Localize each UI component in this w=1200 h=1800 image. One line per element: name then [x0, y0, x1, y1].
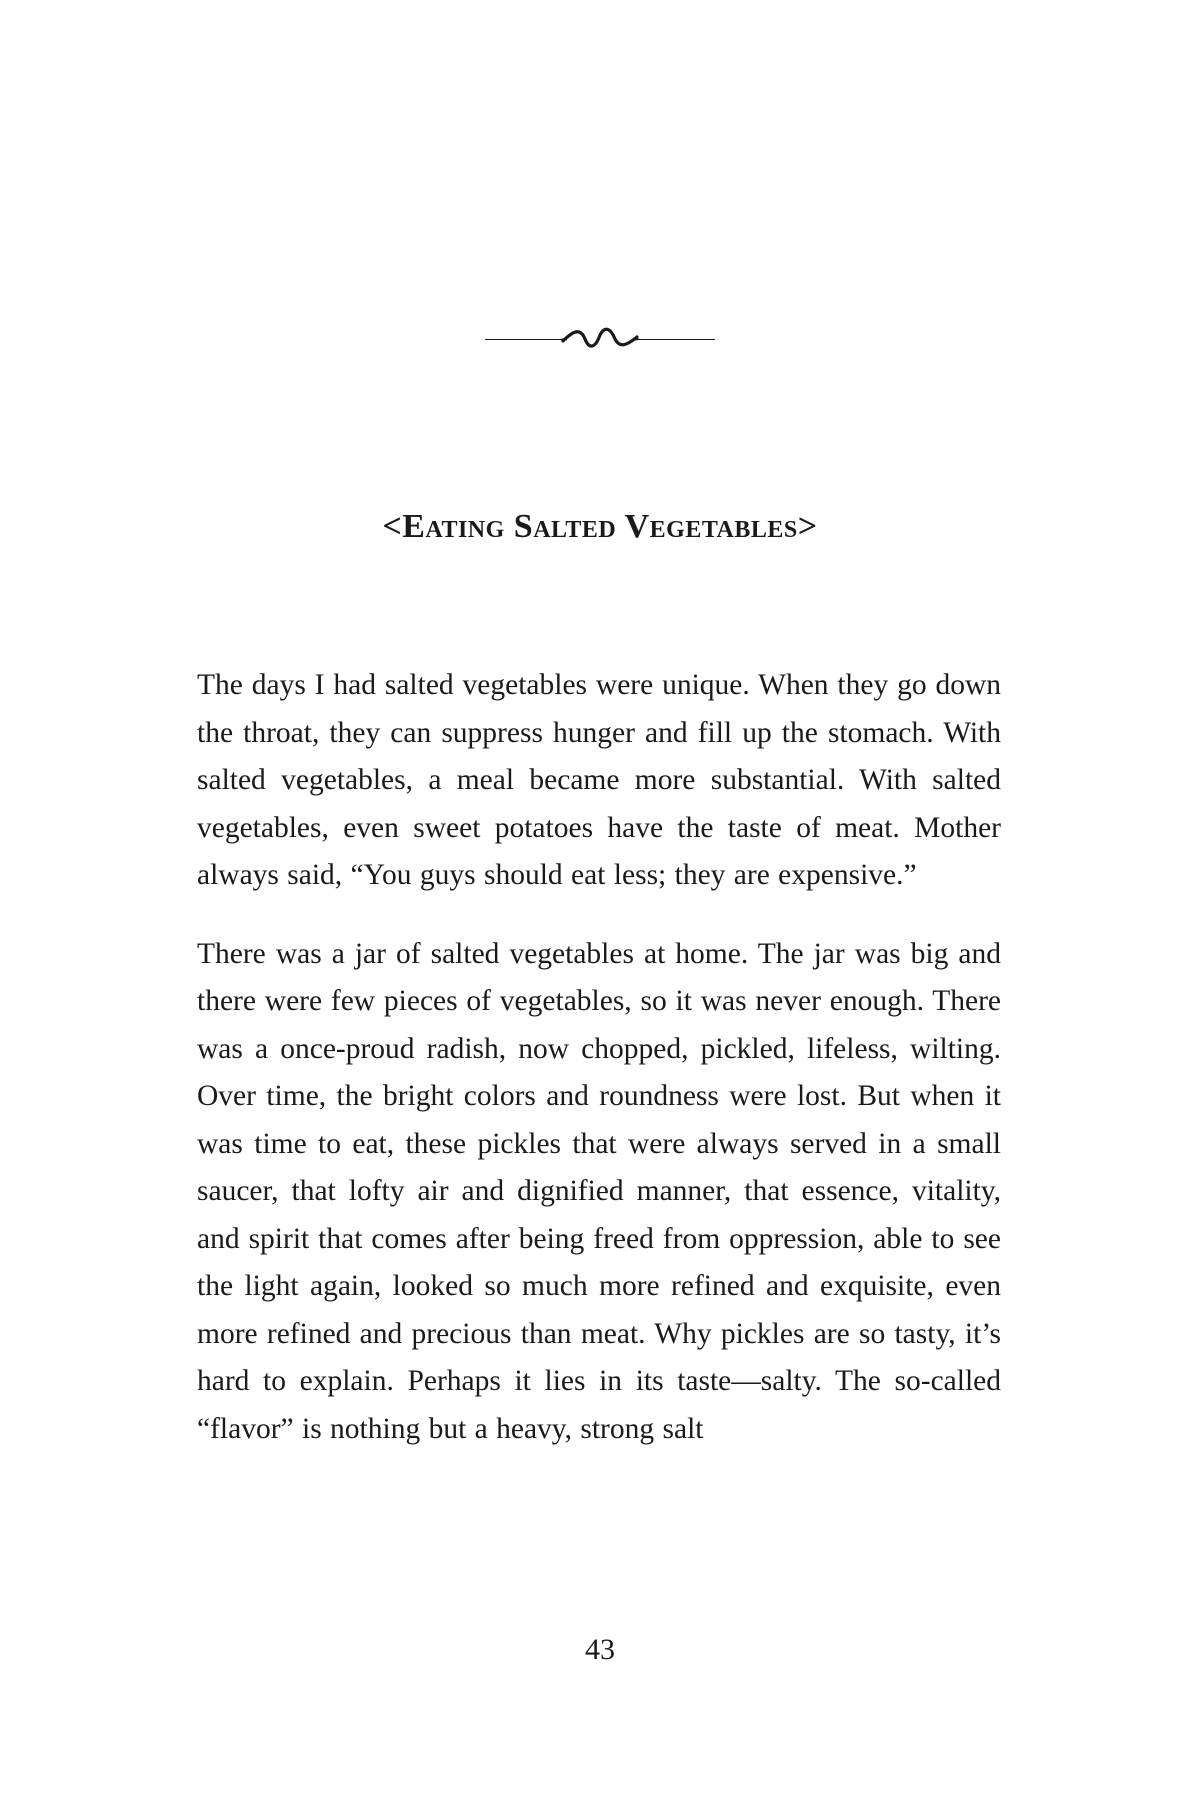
flourish-divider-icon: [485, 327, 715, 349]
paragraph: The days I had salted vegetables were unique. When they go down the throat, they can suppress hunger and fill up the stomach. With salted vegetables, a meal became more substantial. With salted vegetables, even sweet potatoes have the taste of meat. Mother always said, “You guys should eat less; they are expensive.”: [197, 669, 1001, 891]
body-text: [197, 662, 1001, 1484]
paragraph: There was a jar of salted vegetables at home. The jar was big and there were few pieces of vegetables, so it was never enough. There was a once-proud radish, now chopped, pickled, lifeless, wilting. Over time, the bright colors and roundness were lost. But when it was time to eat, these pickles that were always served in a small saucer, that lofty air and dignified manner, that essence, vitality, and spirit that comes after being freed from oppression, able to see the light again, looked so much more refined and exquisite, even more refined and precious than meat. Why pickles are so tasty, it’s hard to explain. Perhaps it lies in its taste—salty. The so-called “flavor” is nothing but a heavy, strong salt: [197, 937, 1001, 1445]
chapter-title: <Eating Salted Vegetables>: [382, 508, 818, 545]
page-number: 43: [585, 1633, 615, 1666]
